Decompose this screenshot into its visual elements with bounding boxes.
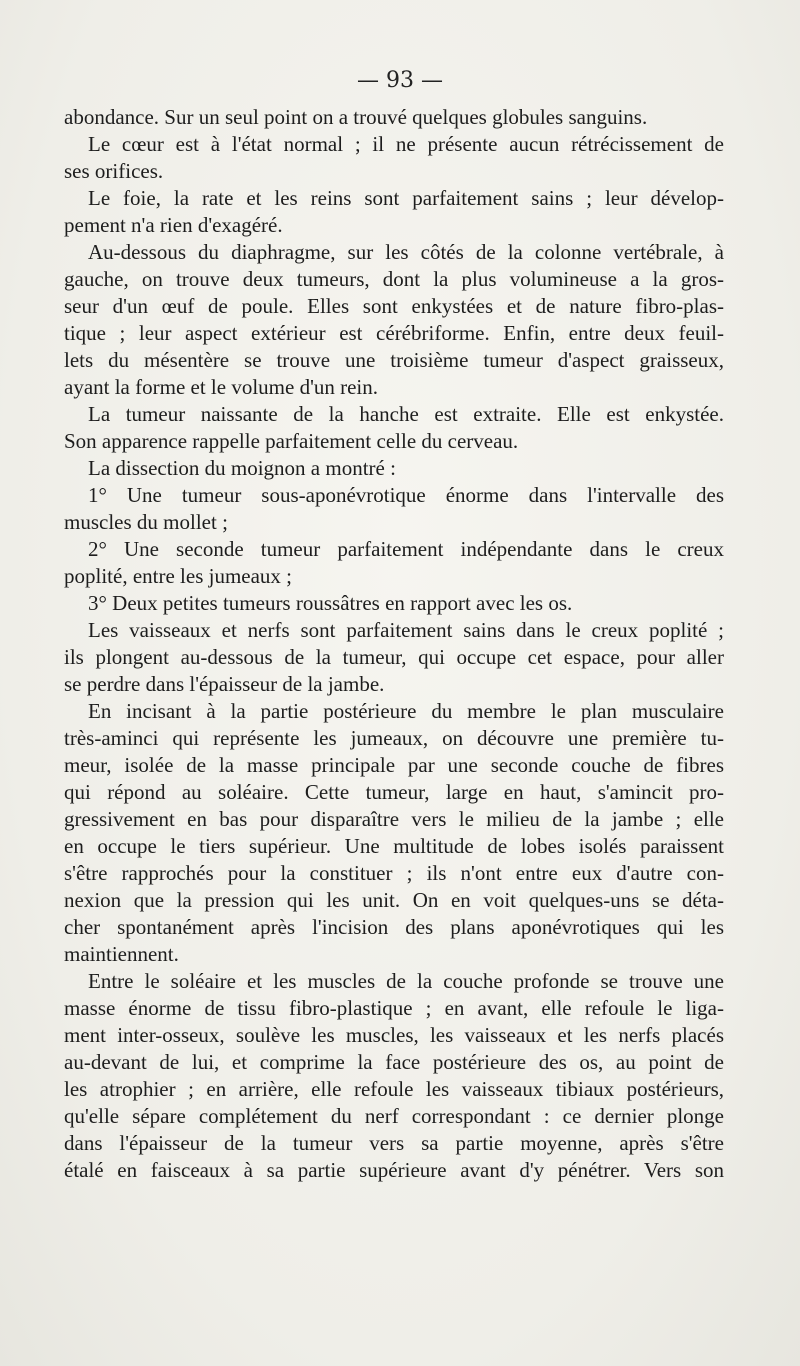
text-line: Entre le soléaire et les muscles de la couche profonde se trouve une [88,969,724,993]
text-line: ayant la forme et le volume d'un rein. [64,375,379,399]
text-line: La dissection du moignon a montré : [88,456,396,480]
text-line: se perdre dans l'épaisseur de la jambe. [64,672,385,696]
text-line: nexion que la pression qui les unit. On en voit quelques-uns se déta- [64,888,724,912]
text-line: qu'elle sépare complétement du nerf correspondant : ce dernier plonge [64,1104,724,1128]
text-line: Le cœur est à l'état normal ; il ne présente aucun rétrécissement de [88,132,724,156]
text-line: gauche, on trouve deux tumeurs, dont la plus volumineuse a la gros- [64,267,724,291]
body-text [64,104,724,1184]
text-line: Son apparence rappelle parfaitement celle du cerveau. [64,429,519,453]
page-number: — 93 — [357,68,443,93]
text-line: cher spontanément après l'incision des plans aponévrotiques qui les [64,915,724,939]
text-line: tique ; leur aspect extérieur est cérébriforme. Enfin, entre deux feuil- [64,321,724,345]
text-line: abondance. Sur un seul point on a trouvé quelques globules sanguins. [64,105,648,129]
text-line: lets du mésentère se trouve une troisième tumeur d'aspect graisseux, [64,348,724,372]
text-line: très-aminci qui représente les jumeaux, on découvre une première tu- [64,726,724,750]
text-line: poplité, entre les jumeaux ; [64,564,293,588]
text-line: dans l'épaisseur de la tumeur vers sa partie moyenne, après s'être [64,1131,724,1155]
text-line: En incisant à la partie postérieure du membre le plan musculaire [88,699,724,723]
text-line: ils plongent au-dessous de la tumeur, qui occupe cet espace, pour aller [64,645,724,669]
text-line: masse énorme de tissu fibro-plastique ; en avant, elle refoule le liga- [64,996,724,1020]
text-line: s'être rapprochés pour la constituer ; ils n'ont entre eux d'autre con- [64,861,724,885]
text-line: meur, isolée de la masse principale par une seconde couche de fibres [64,753,724,777]
text-line: gressivement en bas pour disparaître vers le milieu de la jambe ; elle [64,807,724,831]
text-line: La tumeur naissante de la hanche est extraite. Elle est enkystée. [88,402,724,426]
text-line: muscles du mollet ; [64,510,228,534]
text-line: pement n'a rien d'exagéré. [64,213,283,237]
text-line: 2° Une seconde tumeur parfaitement indépendante dans le creux [88,537,724,561]
text-line: les atrophier ; en arrière, elle refoule les vaisseaux tibiaux postérieurs, [64,1077,724,1101]
text-line: qui répond au soléaire. Cette tumeur, large en haut, s'amincit pro- [64,780,724,804]
text-line: maintiennent. [64,942,179,966]
text-line: au-devant de lui, et comprime la face postérieure des os, au point de [64,1050,724,1074]
text-line: Les vaisseaux et nerfs sont parfaitement sains dans le creux poplité ; [88,618,724,642]
text-line: 1° Une tumeur sous-aponévrotique énorme dans l'intervalle des [88,483,724,507]
text-line: ses orifices. [64,159,164,183]
text-line: ment inter-osseux, soulève les muscles, les vaisseaux et les nerfs placés [64,1023,724,1047]
text-line: Au-dessous du diaphragme, sur les côtés de la colonne vertébrale, à [88,240,724,264]
text-line: en occupe le tiers supérieur. Une multitude de lobes isolés paraissent [64,834,724,858]
text-line: 3° Deux petites tumeurs roussâtres en rapport avec les os. [88,591,573,615]
text-line: seur d'un œuf de poule. Elles sont enkystées et de nature fibro-plas- [64,294,724,318]
text-line: étalé en faisceaux à sa partie supérieure avant d'y pénétrer. Vers son [64,1158,724,1182]
text-line: Le foie, la rate et les reins sont parfaitement sains ; leur dévelop- [88,186,724,210]
